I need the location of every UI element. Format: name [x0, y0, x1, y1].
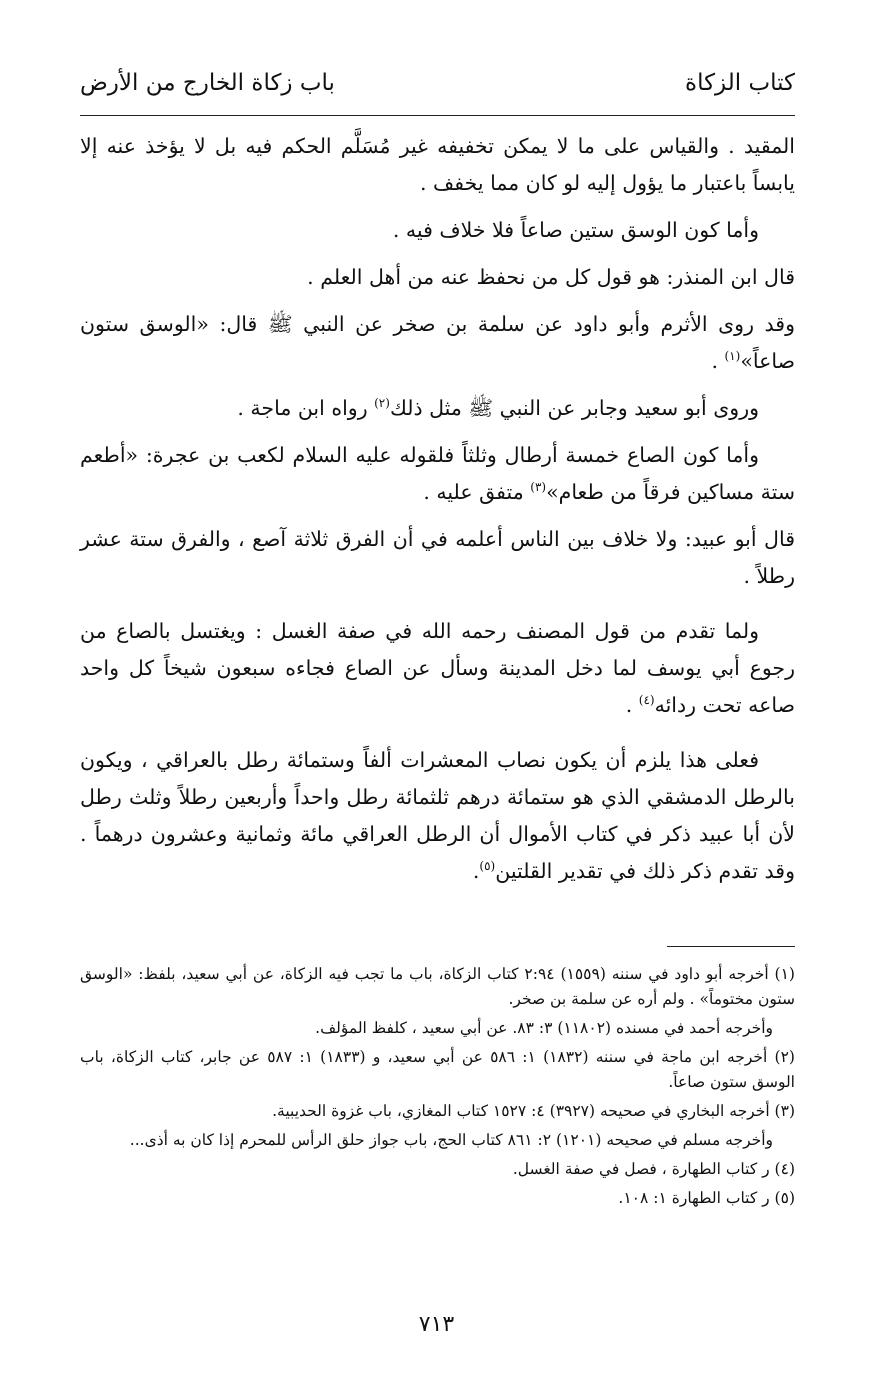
footnote-1-continuation: وأخرجه أحمد في مسنده (١١٨٠٢) ٣: ٨٣. عن أبي سعيد ، كلفظ المؤلف.	[315, 1019, 773, 1037]
running-header	[80, 60, 795, 106]
footnote-ref-5[interactable]: (٥)	[479, 859, 496, 874]
book-title: كتاب الزكاة	[685, 70, 795, 96]
footnote-ref-3[interactable]: (٣)	[530, 480, 547, 495]
footnote-divider	[667, 946, 795, 947]
footnote-1: (١) أخرجه أبو داود في سننه (١٥٥٩) ٢:٩٤ كتاب الزكاة، باب ما تجب فيه الزكاة، عن أبي سعيد، بلفظ: «الوسق ستون مختوماً» . ولم أره عن سلمة بن صخر.	[80, 965, 795, 1008]
footnotes	[80, 962, 795, 1215]
footnote-ref-1[interactable]: (١)	[724, 349, 741, 364]
paragraph-6	[80, 437, 795, 511]
paragraph-4	[80, 306, 795, 380]
header-divider	[80, 115, 795, 116]
paragraph-5-end: رواه ابن ماجة .	[237, 396, 375, 420]
paragraph-1: المقيد . والقياس على ما لا يمكن تخفيفه غير مُسَلَّم الحكم فيه بل لا يؤخذ عنه إلا يابساً باعتبار ما يؤول إليه لو كان مما يخفف .	[80, 134, 795, 195]
paragraph-9-text: فعلى هذا يلزم أن يكون نصاب المعشرات ألفاً وستمائة رطل بالعراقي ، ويكون بالرطل الدمشقي الذي هو ستمائة درهم ثلثمائة رطل واحداً وأربعين رطلاً وثلث رطل لأن أبا عبيد ذكر في كتاب الأموال أن الرطل العراقي مائة وثمانية وعشرون درهماً . وقد تقدم ذكر ذلك في تقدير القلتين	[80, 748, 795, 883]
paragraph-8	[80, 613, 795, 724]
paragraph-8-text: ولما تقدم من قول المصنف رحمه الله في صفة الغسل : ويغتسل بالصاع من رجوع أبي يوسف لما دخل المدينة وسأل عن الصاع فجاءه سبعون شيخاً كل واحد صاعه تحت ردائه	[80, 619, 795, 717]
paragraph-2: وأما كون الوسق ستين صاعاً فلا خلاف فيه .	[392, 218, 759, 242]
footnote-3-continuation: وأخرجه مسلم في صحيحه (١٢٠١) ٢: ٨٦١ كتاب الحج، باب جواز حلق الرأس للمحرم إذا كان به أذى...	[129, 1131, 773, 1149]
paragraph-8-end: .	[625, 693, 639, 717]
paragraph-6-end: متفق عليه .	[423, 480, 531, 504]
paragraph-9	[80, 742, 795, 890]
page-number: ٧١٣	[418, 1312, 455, 1337]
paragraph-3: قال ابن المنذر: هو قول كل من نحفظ عنه من أهل العلم .	[307, 265, 795, 289]
paragraph-6-text: وأما كون الصاع خمسة أرطال وثلثاً فلقوله عليه السلام لكعب بن عجرة: «أطعم ستة مساكين فرقاً من طعام»	[80, 443, 795, 504]
footnote-2: (٢) أخرجه ابن ماجة في سننه (١٨٣٢) ١: ٥٨٦ عن أبي سعيد، و (١٨٣٣) ١: ٥٨٧ عن جابر، كتاب الزكاة، باب الوسق ستون صاعاً.	[80, 1048, 795, 1091]
footnote-ref-4[interactable]: (٤)	[638, 693, 655, 708]
footnote-3: (٣) أخرجه البخاري في صحيحه (٣٩٢٧) ٤: ١٥٢٧ كتاب المغازي، باب غزوة الحديبية.	[272, 1102, 795, 1120]
paragraph-4-end: .	[711, 349, 725, 373]
footnote-ref-2[interactable]: (٢)	[374, 396, 390, 411]
paragraph-5	[80, 390, 795, 427]
footnote-4: (٤) ر كتاب الطهارة ، فصل في صفة الغسل.	[512, 1160, 795, 1178]
paragraph-9-end: .	[472, 859, 480, 883]
paragraph-7: قال أبو عبيد: ولا خلاف بين الناس أعلمه في أن الفرق ثلاثة آصع ، والفرق ستة عشر رطلاً .	[80, 527, 795, 588]
chapter-title: باب زكاة الخارج من الأرض	[80, 70, 335, 96]
paragraph-4-text: وقد روى الأثرم وأبو داود عن سلمة بن صخر عن النبي ﷺ قال: «الوسق ستون صاعاً»	[80, 312, 795, 373]
paragraph-5-text: وروى أبو سعيد وجابر عن النبي ﷺ مثل ذلك	[389, 396, 759, 420]
footnote-5: (٥) ر كتاب الطهارة ١: ١٠٨.	[618, 1189, 795, 1207]
body-text	[80, 128, 795, 900]
